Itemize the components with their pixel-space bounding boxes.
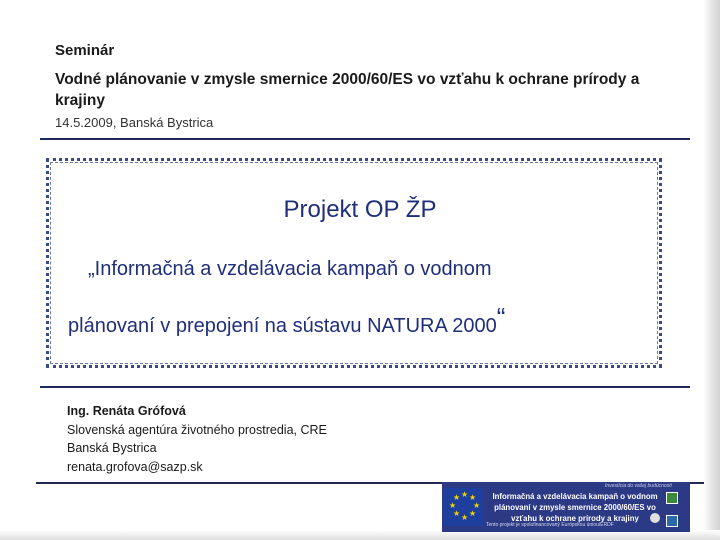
slide-shadow-right — [703, 0, 720, 540]
top-divider — [40, 138, 690, 140]
project-name-line2-text: plánovaní v prepojení na sústavu NATURA 2000 — [68, 315, 497, 337]
banner-cofinance-note: Tento projekt je spolufinancovaný Európskou úniou/ERDF — [486, 522, 614, 528]
author-block — [67, 402, 327, 476]
sazp-logo-icon — [666, 515, 678, 527]
seminar-date-place: 14.5.2009, Banská Bystrica — [55, 115, 214, 130]
bottom-divider — [40, 386, 690, 388]
author-name: Ing. Renáta Grófová — [67, 404, 186, 418]
project-title: Projekt OP ŽP — [283, 196, 437, 223]
seminar-label: Seminár — [55, 42, 115, 59]
seminar-title: Vodné plánovanie v zmysle smernice 2000/60/ES vo vzťahu k ochrane prírody a krajiny — [55, 71, 640, 109]
ministry-logo-icon — [650, 513, 660, 523]
author-city: Banská Bystrica — [67, 441, 157, 455]
closing-quote: “ — [496, 302, 506, 332]
banner-tagline: Investícia do vašej budúcnosti — [605, 483, 672, 489]
banner-project-text: Informačná a vzdelávacia kampaň o vodnom plánovaní v zmysle smernice 2000/60/ES vo vzťahu k ochrane prírody a krajiny — [492, 492, 658, 523]
op-logo-icon — [666, 492, 678, 504]
author-organization: Slovenská agentúra životného prostredia, CRE — [67, 422, 327, 437]
project-name-line1: „Informačná a vzdelávacia kampaň o vodnom — [88, 258, 492, 280]
author-email: renata.grofova@sazp.sk — [67, 459, 203, 474]
project-name-line2 — [68, 302, 506, 339]
eu-flag-icon: ★ ★ ★ ★ ★ ★ ★ ★ — [444, 488, 484, 526]
